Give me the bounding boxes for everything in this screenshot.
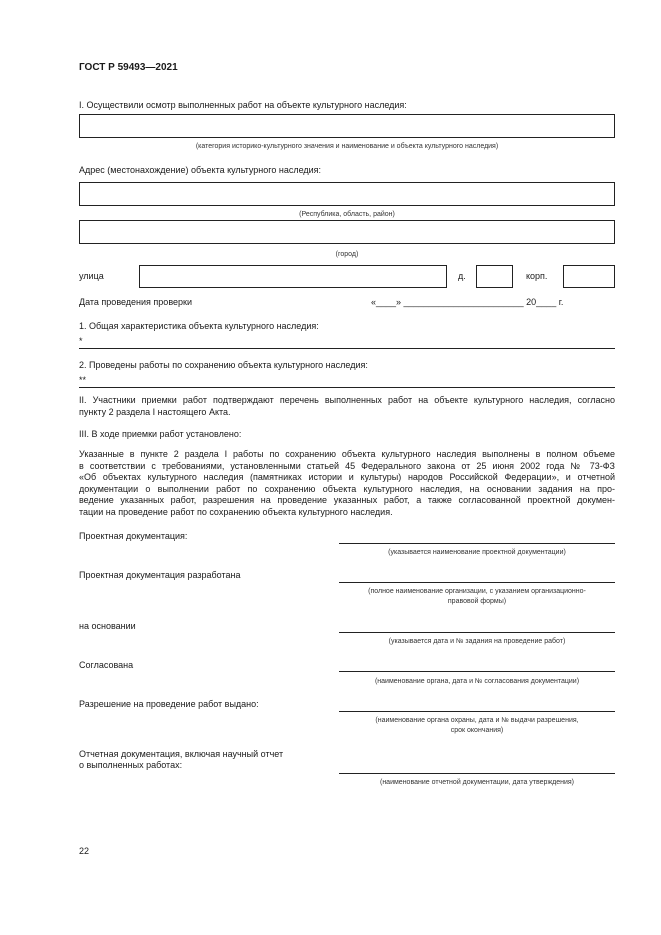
document-header: ГОСТ Р 59493—2021 [79, 62, 178, 73]
street-label: улица [79, 271, 104, 281]
section3-line: ведение указанных работ, разрешения на проведение указанных работ, а также согласованной проектной докумен- [79, 495, 615, 505]
approved-caption: (наименование органа, дата и № согласования документации) [374, 678, 580, 685]
developer-label: Проектная документация разработана [79, 570, 241, 580]
permit-caption-line: срок окончания) [450, 727, 504, 734]
page-number: 22 [79, 846, 90, 856]
city-caption: (город) [335, 251, 359, 258]
general-characteristics-mark: * [79, 336, 83, 346]
address-title: Адрес (местонахождение) объекта культурного наследия: [79, 165, 322, 175]
building-field[interactable] [563, 265, 615, 288]
section3-line: «Об объектах культурного наследия (памятниках истории и культуры) народов Российской Федерации», и отчетной [79, 472, 615, 482]
section3-line: документации о выполнении работ по сохранению объекта культурного наследия, на основании задания на про- [79, 483, 615, 494]
region-caption: (Республика, область, район) [299, 211, 395, 218]
section2-line: пункту 2 раздела I настоящего Акта. [79, 406, 231, 417]
report-label [79, 749, 283, 771]
section3-title: III. В ходе приемки работ установлено: [79, 429, 242, 439]
basis-label: на основании [79, 621, 136, 631]
city-field[interactable] [79, 220, 615, 244]
inspection-date-label: Дата проведения проверки [79, 297, 192, 307]
report-line[interactable] [339, 773, 615, 774]
project-docs-line[interactable] [339, 543, 615, 544]
general-characteristics-title: 1. Общая характеристика объекта культурного наследия: [79, 321, 319, 331]
house-field[interactable] [476, 265, 513, 288]
house-label: д. [458, 271, 466, 281]
general-characteristics-line[interactable] [79, 348, 615, 349]
section2-line: II. Участники приемки работ подтверждают перечень выполненных работ на объекте культурного наследия, согласно [79, 395, 615, 405]
permit-label: Разрешение на проведение работ выдано: [79, 699, 259, 709]
developer-caption-line: правовой формы) [447, 598, 507, 605]
permit-line[interactable] [339, 711, 615, 712]
section3-line: в соответствии с требованиями, установленными статьей 45 Федерального закона от 25 июня 2002 года № 73-ФЗ [79, 460, 615, 471]
developer-caption [339, 587, 615, 607]
project-docs-caption: (указывается наименование проектной документации) [388, 549, 566, 556]
project-docs-label: Проектная документация: [79, 531, 188, 541]
developer-line[interactable] [339, 582, 615, 583]
inspection-date-field[interactable]: «____» ________________________ 20____ г. [371, 297, 564, 307]
basis-line[interactable] [339, 632, 615, 633]
permit-caption [339, 716, 615, 736]
section2-text [79, 395, 615, 418]
section3-line: тации на проведение работ по сохранению объекта культурного наследия. [79, 506, 393, 517]
works-title: 2. Проведены работы по сохранению объекта культурного наследия: [79, 360, 368, 370]
object-caption: (категория историко-культурного значения и наименование и объекта культурного наследия) [195, 143, 499, 150]
building-label: корп. [526, 271, 548, 281]
works-line[interactable] [79, 387, 615, 388]
object-name-field[interactable] [79, 114, 615, 138]
permit-caption-line: (наименование органа охраны, дата и № выдачи разрешения, [375, 717, 579, 724]
basis-caption: (указывается дата и № задания на проведение работ) [388, 638, 566, 645]
report-label-line: Отчетная документация, включая научный отчет [79, 749, 284, 759]
report-caption: (наименование отчетной документации, дата утверждения) [379, 779, 574, 786]
approved-line[interactable] [339, 671, 615, 672]
section3-text [79, 449, 615, 518]
report-label-line: о выполненных работах: [79, 760, 183, 770]
region-field[interactable] [79, 182, 615, 206]
section1-title: I. Осуществили осмотр выполненных работ на объекте культурного наследия: [79, 100, 407, 110]
approved-label: Согласована [79, 660, 134, 670]
section3-line: Указанные в пункте 2 раздела I работы по сохранению объекта культурного наследия выполнены в полном объеме [79, 449, 615, 459]
street-field[interactable] [139, 265, 447, 288]
developer-caption-line: (полное наименование организации, с указанием организационно- [368, 588, 586, 595]
works-mark: ** [79, 375, 87, 385]
